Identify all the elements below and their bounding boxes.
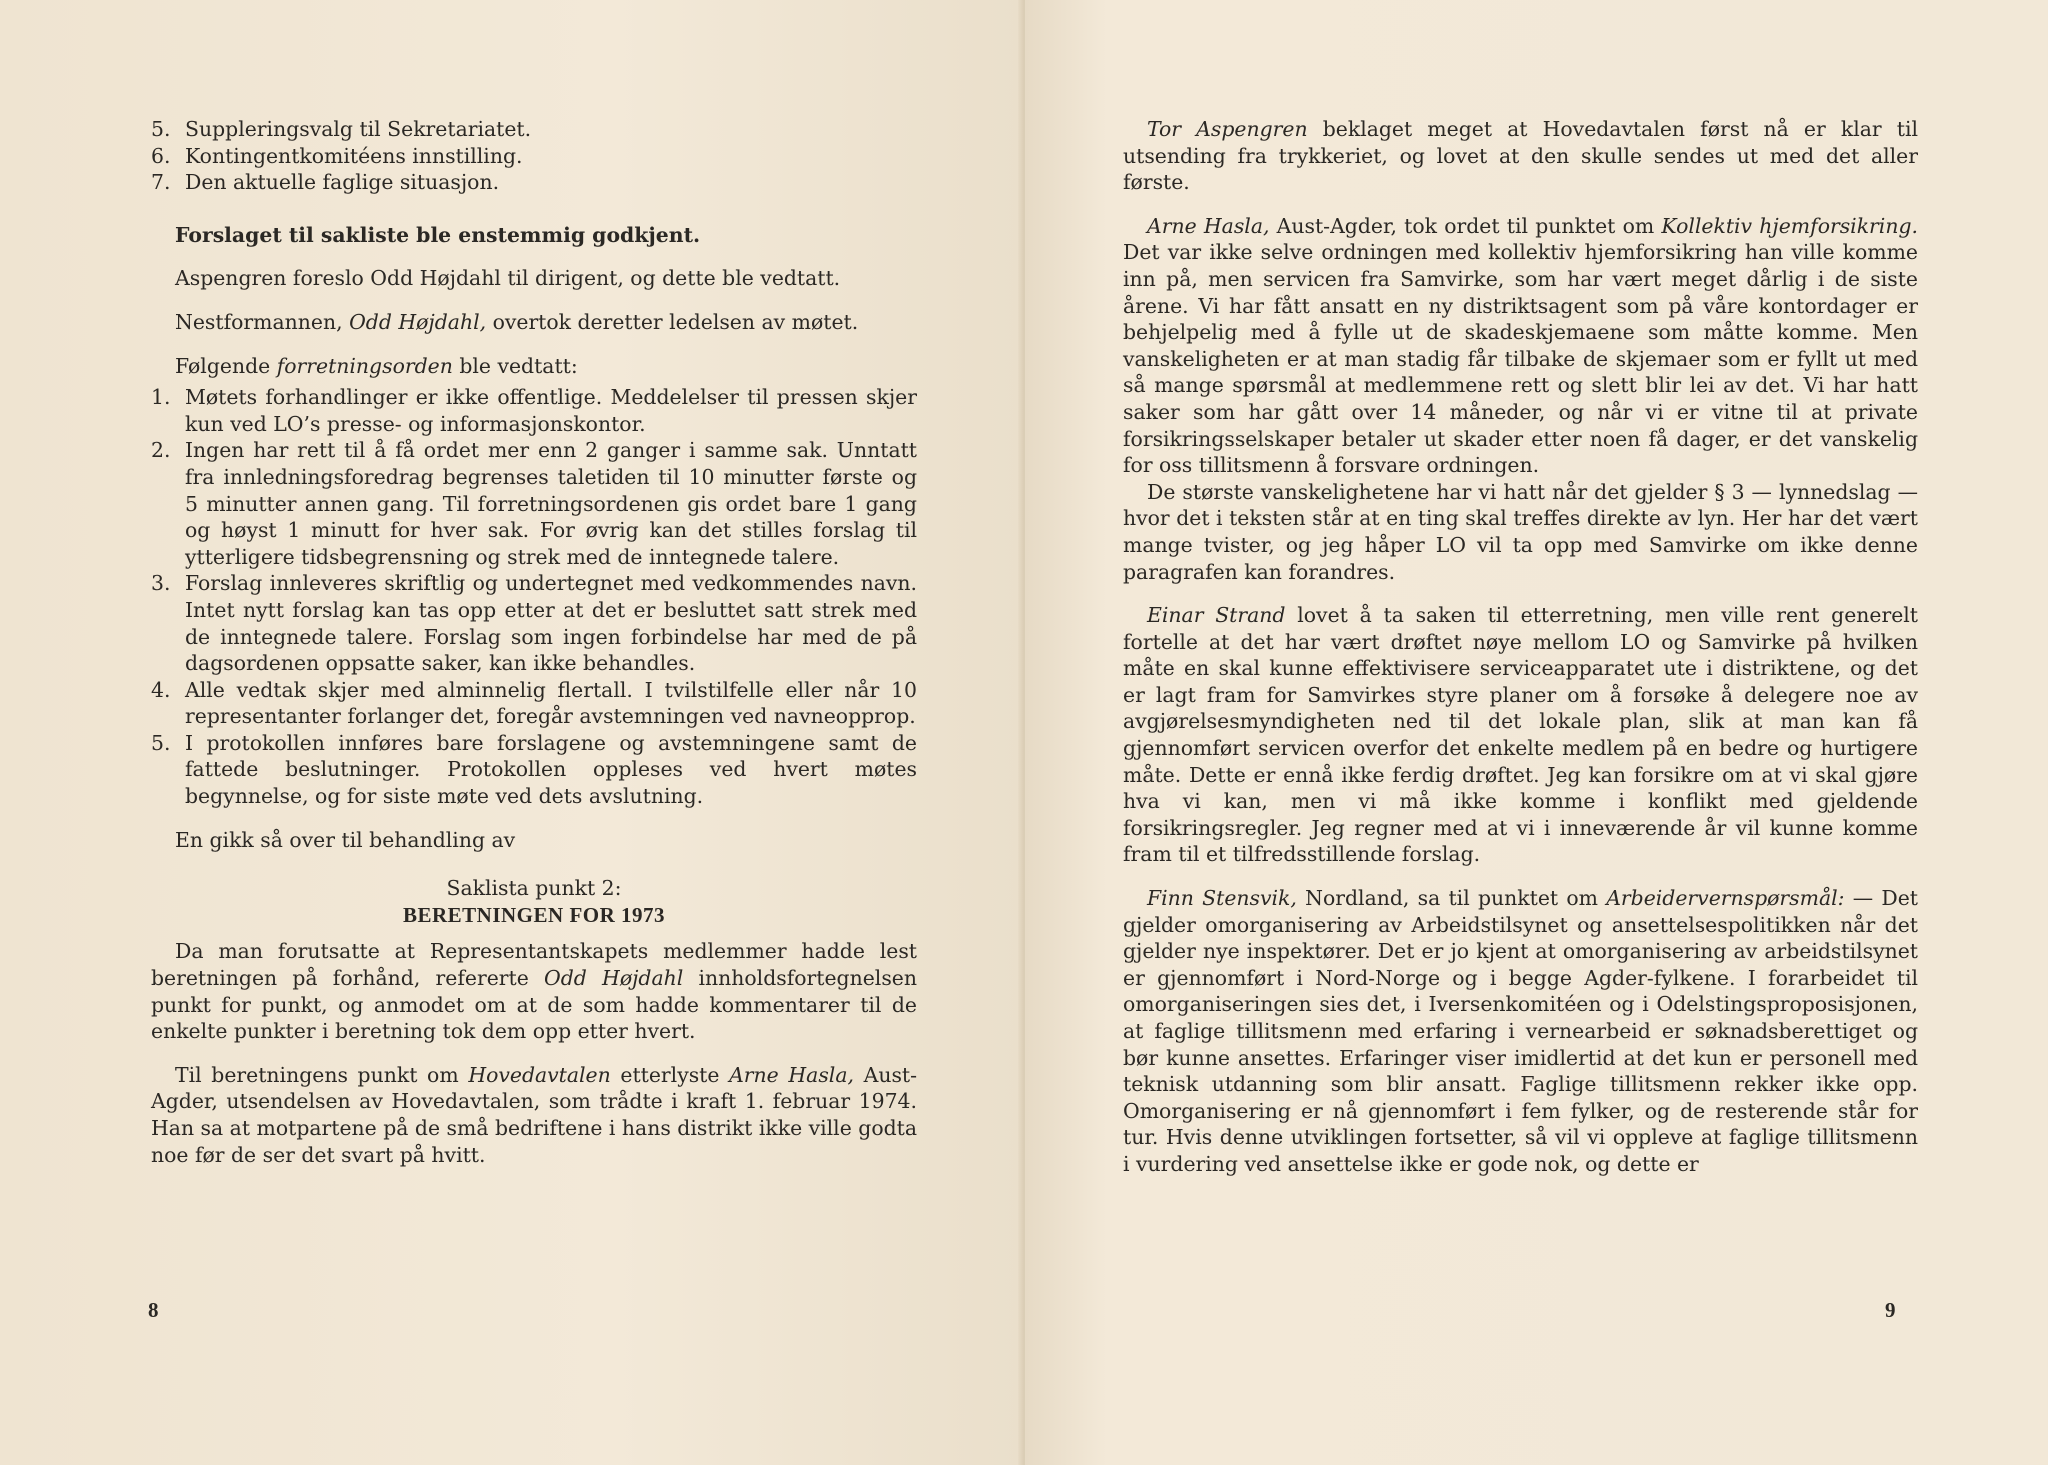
rule-text: Alle vedtak skjer med alminnelig flertall. I tvilstilfelle eller når 10 representanter forlanger det, foregår avstemningen ved navneopprop. — [185, 677, 917, 729]
beretning-paragraph: Da man forutsatte at Representantskapets medlemmer hadde lest beretningen på forhånd, refererte Odd Højdahl innholdsfortegnelsen punkt for punkt, og anmodet om at de som hadde kommentarer til de enkelte punkter i beretning tok dem opp etter hvert. — [151, 939, 917, 1044]
lynnedslag-paragraph: De største vanskelighetene har vi hatt når det gjelder § 3 — lynnedslag — hvor det i teksten står at en ting skal treffes direkte av lyn. Her har det vært mange tvister, og jeg håper LO vil ta opp med Samvirke om ikke denne paragrafen kan forandres. — [1123, 479, 1918, 584]
item-text: Den aktuelle faglige situasjon. — [185, 170, 500, 195]
nestformann-paragraph: Nestformannen, Odd Højdahl, overtok deretter ledelsen av møtet. — [175, 309, 859, 334]
transition-paragraph: En gikk så over til behandling av — [175, 827, 516, 852]
rule-text: Ingen har rett til å få ordet mer enn 2 ganger i samme sak. Unntatt fra innledningsforedrag begrenses taletiden til 10 minutter første og 5 minutter annen gang. Til forretningsordenen gis ordet bare 1 gang og høyst 1 minutt for hver sak. For øvrig kan det stilles forslag til ytterligere tidsbegrensning og strek med de inntegnede talere. — [185, 438, 917, 569]
stensvik-paragraph: Finn Stensvik, Nordland, sa til punktet om Arbeidervernspørsmål: — Det gjelder omorganisering av Arbeidstilsynet og ansettelsespolitikken når det gjelder nye inspektører. Det er jo kjent at omorganisering av arbeidstilsynet er gjennomført i Nord-Norge og i begge Agder-fylkene. I forarbeidet til omorganiseringen sies det, i Iversenkomitéen og i Odelstingsproposisjonen, at faglige tillitsmenn med erfaring i vernearbeid er søknadsberettiget og bør kunne ansettes. Erfaringer viser imidlertid at det kun er personell med teknisk utdanning som blir ansatt. Faglige tillitsmenn rekker ikke opp. Omorganisering er nå gjennomført i fem fylker, og de resterende står for tur. Hvis denne utviklingen fortsetter, så vil vi oppleve at faglige tillitsmenn i vurdering ved ansettelse ikke er gode nok, og dette er — [1123, 886, 1919, 1176]
page-number-left: 8 — [148, 1298, 159, 1322]
item-number: 7. — [151, 170, 171, 195]
agenda-item — [151, 116, 917, 143]
dirigent-paragraph: Aspengren foreslo Odd Højdahl til dirigent, og dette ble vedtatt. — [175, 266, 841, 291]
rules-list — [151, 384, 917, 810]
item-number: 5. — [151, 117, 171, 141]
rule-item — [151, 437, 917, 570]
rule-number: 2. — [151, 438, 171, 463]
forretningsorden-intro: Følgende forretningsorden ble vedtatt: — [175, 353, 578, 378]
rule-item — [151, 730, 917, 810]
section-label: Saklista punkt 2: — [446, 876, 622, 901]
right-page — [1025, 0, 2048, 1465]
left-text-column — [151, 116, 917, 1168]
rule-item — [151, 570, 917, 676]
item-text: Kontingentkomitéens innstilling. — [185, 143, 523, 168]
agenda-approved: Forslaget til sakliste ble enstemmig godkjent. — [175, 222, 701, 247]
rule-number: 4. — [151, 677, 171, 702]
rule-text: I protokollen innføres bare forslagene og avstemningene samt de fattede beslutninger. Protokollen oppleses ved hvert møtes begynnelse, og for siste møte ved dets avslutning. — [185, 730, 917, 809]
section-title: BERETNINGEN FOR 1973 — [402, 902, 666, 927]
hasla-paragraph: Arne Hasla, Aust-Agder, tok ordet til punktet om Kollektiv hjemforsikring. Det var ikke selve ordningen med kollektiv hjemforsikring han ville komme inn på, men servicen fra Samvirke, som har vært meget dårlig i de siste årene. Vi har fått ansatt en ny distriktsagent som på våre kontordager er behjelpelig med å fylle ut de skadeskjemaene som måtte komme. Men vanskeligheten er at man stadig får tilbake de skjemaer som er fyllt ut med så mange spørsmål at medlemmene rett og slett blir lei av det. Vi har hatt saker som har gått over 14 måneder, og når vi er vitne til at private forsikringsselskaper betaler ut skader etter noen få dager, er det vanskelig for oss tillitsmenn å forsvare ordningen. — [1123, 213, 1918, 478]
strand-paragraph: Einar Strand lovet å ta saken til etterretning, men ville rent generelt fortelle at det har vært drøftet nøye mellom LO og Samvirke på hvilken måte en skal kunne effektivisere serviceapparatet ute i distriktene, og det er lagt fram for Samvirkes styre planer om å forsøke å delegere noe av avgjørelsesmyndigheten ned til det lokale plan, slik at man kan få gjennomført servicen overfor det enkelte medlem på en bedre og hurtigere måte. Dette er ennå ikke ferdig drøftet. Jeg kan forsikre om at vi skal gjøre hva vi kan, men vi må ikke komme i konflikt med gjeldende forsikringsregler. Jeg regner med at vi i inneværende år vil kunne komme fram til et tilfredsstillende forslag. — [1123, 603, 1919, 867]
right-text-column — [1123, 116, 1918, 1178]
item-number: 6. — [151, 143, 171, 168]
rule-text: Møtets forhandlinger er ikke offentlige. Meddelelser til pressen skjer kun ved LO’s presse- og informasjonskontor. — [185, 385, 917, 436]
aspengren-paragraph: Tor Aspengren beklaget meget at Hovedavtalen først nå er klar til utsending fra trykkeriet, og lovet at den skulle sendes ut med det aller første. — [1123, 117, 1918, 195]
rule-number: 3. — [151, 571, 171, 596]
rule-item — [151, 384, 917, 437]
item-text: Suppleringsvalg til Sekretariatet. — [185, 117, 532, 141]
rule-text: Forslag innleveres skriftlig og undertegnet med vedkommendes navn. Intet nytt forslag kan tas opp etter at det er besluttet satt strek med de inntegnede talere. Forslag som ingen forbindelse har med de på dagsordenen oppsatte saker, kan ikke behandles. — [185, 571, 917, 676]
hovedavtalen-paragraph: Til beretningens punkt om Hovedavtalen etterlyste Arne Hasla, Aust-Agder, utsendelsen av Hovedavtalen, som trådte i kraft 1. februar 1974. Han sa at motpartene på de små bedriftene i hans distrikt ikke ville godta noe før de ser det svart på hvitt. — [151, 1062, 917, 1167]
agenda-item — [151, 143, 917, 170]
agenda-list — [151, 116, 917, 196]
rule-number: 5. — [151, 730, 171, 755]
page-number-right: 9 — [1885, 1298, 1896, 1322]
agenda-item — [151, 169, 917, 196]
left-page — [0, 0, 1023, 1465]
rule-number: 1. — [151, 385, 171, 410]
rule-item — [151, 677, 917, 730]
